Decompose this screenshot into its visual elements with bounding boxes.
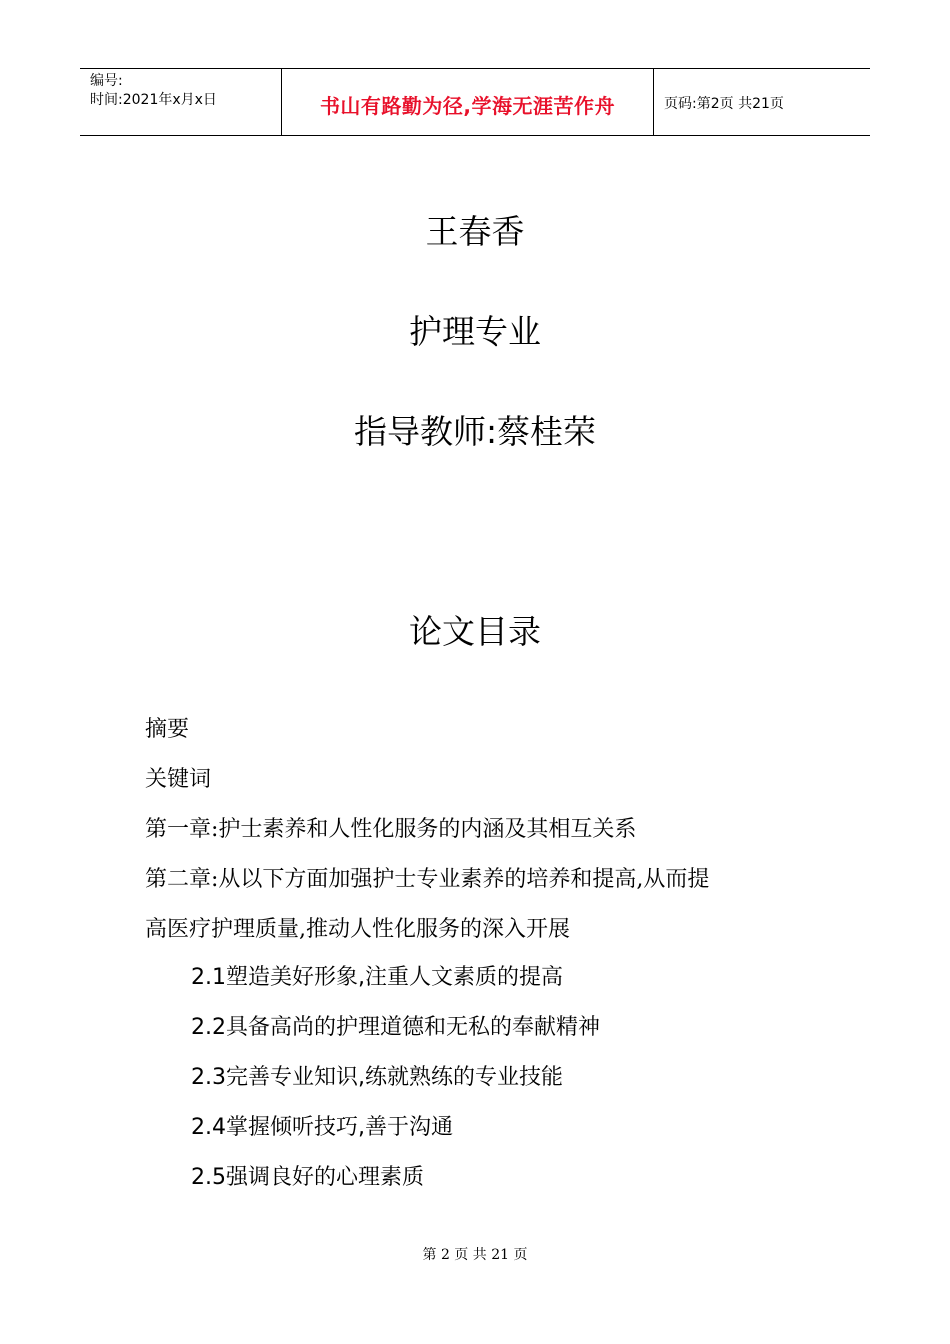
- toc-item-keywords: 关键词: [145, 767, 212, 792]
- header-page-info: 页码:第2页 共21页: [664, 96, 784, 112]
- toc-item-chapter-2-line-2: 高医疗护理质量,推动人性化服务的深入开展: [145, 917, 570, 942]
- toc-item-section-2-3: 2.3完善专业知识,练就熟练的专业技能: [191, 1065, 563, 1090]
- author-name: 王春香: [425, 212, 525, 251]
- time-label: 时间:2021年x月x日: [90, 92, 217, 108]
- toc-item-section-2-1: 2.1塑造美好形象,注重人文素质的提高: [191, 965, 563, 990]
- toc-item-abstract: 摘要: [145, 717, 190, 742]
- page-footer: 第 2 页 共 21 页: [422, 1247, 528, 1263]
- major-name: 护理专业: [409, 312, 541, 351]
- header-motto: 书山有路勤为径,学海无涯苦作舟: [281, 69, 654, 135]
- toc-item-section-2-4: 2.4掌握倾听技巧,善于沟通: [191, 1115, 453, 1140]
- page-header: [80, 68, 870, 136]
- toc-item-chapter-2-line-1: 第二章:从以下方面加强护士专业素养的培养和提高,从而提: [145, 867, 710, 892]
- header-left-cell: [80, 69, 281, 135]
- number-label: 编号:: [90, 73, 123, 89]
- toc-item-chapter-1: 第一章:护士素养和人性化服务的内涵及其相互关系: [145, 817, 637, 842]
- toc-title: 论文目录: [409, 612, 541, 651]
- toc-item-section-2-2: 2.2具备高尚的护理道德和无私的奉献精神: [191, 1015, 600, 1040]
- advisor-name: 指导教师:蔡桂荣: [353, 412, 597, 451]
- toc-item-section-2-5: 2.5强调良好的心理素质: [191, 1165, 424, 1190]
